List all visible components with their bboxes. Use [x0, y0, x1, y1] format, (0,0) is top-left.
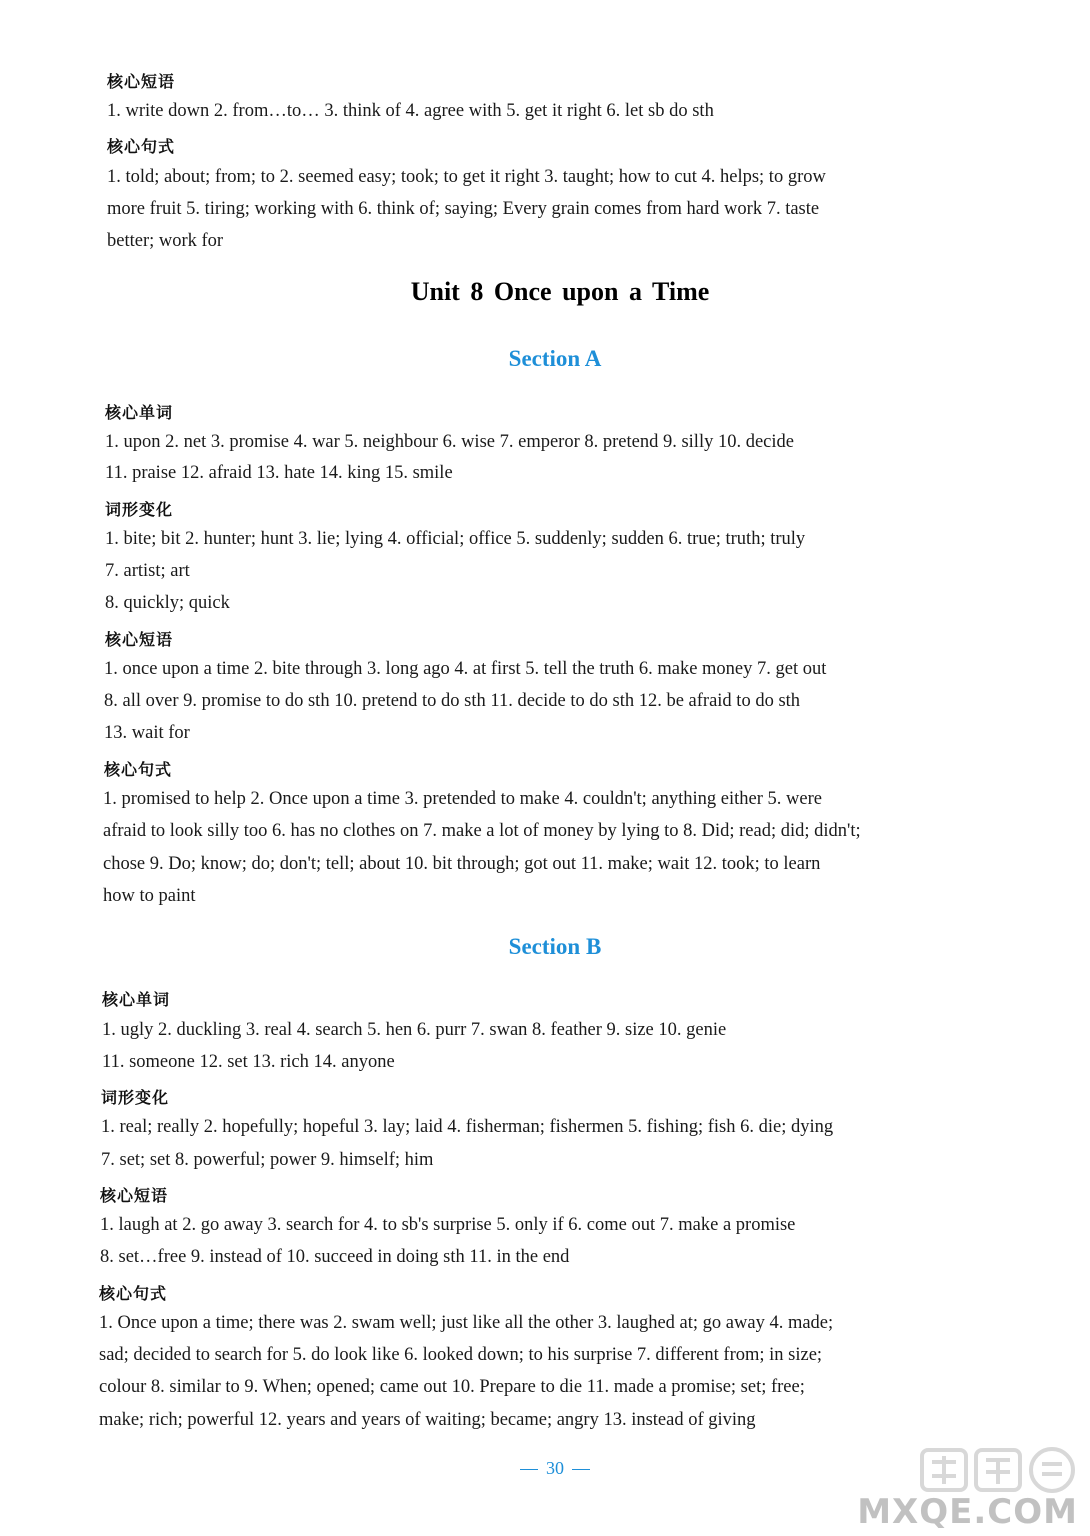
section-b-words-label: 核心单词: [102, 990, 171, 1009]
section-b-sentences-line-2: sad; decided to search for 5. do look like 6. looked down; to his surprise 7. different from; in size;: [99, 1345, 823, 1365]
section-a-phrases-line-2: 8. all over 9. promise to do sth 10. pretend to do sth 11. decide to do sth 12. be afraid to do sth: [104, 691, 801, 711]
section-b-sentences-label: 核心句式: [99, 1284, 168, 1303]
section-a-title: Section A: [508, 346, 602, 371]
section-b-sentences-line-3: colour 8. similar to 9. When; opened; came out 10. Prepare to die 11. made a promise; set; free;: [99, 1377, 805, 1397]
section-b-forms-label: 词形变化: [101, 1088, 170, 1107]
section-b-phrases-line-1: 1. laugh at 2. go away 3. search for 4. to sb's surprise 5. only if 6. come out 7. make a promise: [100, 1215, 796, 1235]
top-sentences-line-1: 1. told; about; from; to 2. seemed easy; took; to get it right 3. taught; how to cut 4. helps; to grow: [107, 167, 826, 187]
section-b-forms-line-1: 1. real; really 2. hopefully; hopeful 3. lay; laid 4. fisherman; fishermen 5. fishing; fish 6. die; dying: [101, 1117, 834, 1137]
section-b-phrases-line-2: 8. set…free 9. instead of 10. succeed in doing sth 11. in the end: [100, 1247, 570, 1267]
section-a-sentences-line-4: how to paint: [103, 886, 196, 906]
section-a-phrases-line-1: 1. once upon a time 2. bite through 3. long ago 4. at first 5. tell the truth 6. make money 7. get out: [104, 659, 827, 679]
top-phrases-label: 核心短语: [107, 72, 176, 91]
section-a-sentences-line-3: chose 9. Do; know; do; don't; tell; about 10. bit through; got out 11. make; wait 12. took; to learn: [103, 854, 821, 874]
page-number-text: 30: [546, 1458, 564, 1478]
section-a-sentences-line-2: afraid to look silly too 6. has no clothes on 7. make a lot of money by lying to 8. Did; read; did; didn't;: [103, 821, 861, 841]
section-b-words-line-2: 11. someone 12. set 13. rich 14. anyone: [102, 1052, 395, 1072]
section-a-forms-label: 词形变化: [105, 500, 174, 519]
section-b-sentences-line-1: 1. Once upon a time; there was 2. swam well; just like all the other 3. laughed at; go away 4. made;: [99, 1313, 834, 1333]
watermark-text: MXQE.COM: [857, 1492, 1078, 1532]
section-a-sentences-line-1: 1. promised to help 2. Once upon a time 3. pretended to make 4. couldn't; anything either 5. were: [103, 789, 822, 809]
section-b-sentences-line-4: make; rich; powerful 12. years and years of waiting; became; angry 13. instead of giving: [99, 1410, 756, 1430]
section-a-phrases-line-3: 13. wait for: [104, 723, 190, 743]
section-b-phrases-label: 核心短语: [100, 1186, 169, 1205]
section-b-title: Section B: [508, 934, 602, 959]
section-a-words-line-1: 1. upon 2. net 3. promise 4. war 5. neighbour 6. wise 7. emperor 8. pretend 9. silly 10. decide: [105, 432, 794, 452]
section-a-phrases-label: 核心短语: [105, 630, 174, 649]
top-sentences-line-2: more fruit 5. tiring; working with 6. think of; saying; Every grain comes from hard work 7. taste: [107, 199, 820, 219]
section-a-forms-line-1: 1. bite; bit 2. hunter; hunt 3. lie; lying 4. official; office 5. suddenly; sudden 6. true; truth; truly: [105, 529, 806, 549]
page-number-right-dash: [572, 1469, 590, 1470]
section-b-forms-line-2: 7. set; set 8. powerful; power 9. himself; him: [101, 1150, 434, 1170]
page-number-left-dash: [520, 1469, 538, 1470]
section-a-sentences-label: 核心句式: [104, 760, 173, 779]
top-phrases-line-1: 1. write down 2. from…to… 3. think of 4. agree with 5. get it right 6. let sb do sth: [107, 101, 714, 121]
top-sentences-label: 核心句式: [107, 137, 176, 156]
section-a-forms-line-2: 7. artist; art: [105, 561, 190, 581]
top-sentences-line-3: better; work for: [107, 231, 224, 251]
section-b-words-line-1: 1. ugly 2. duckling 3. real 4. search 5. hen 6. purr 7. swan 8. feather 9. size 10. genie: [102, 1020, 727, 1040]
section-a-forms-line-3: 8. quickly; quick: [105, 593, 230, 613]
section-a-words-label: 核心单词: [105, 403, 174, 422]
section-a-words-line-2: 11. praise 12. afraid 13. hate 14. king 15. smile: [105, 463, 453, 483]
unit-title: Unit 8 Once upon a Time: [410, 277, 710, 306]
